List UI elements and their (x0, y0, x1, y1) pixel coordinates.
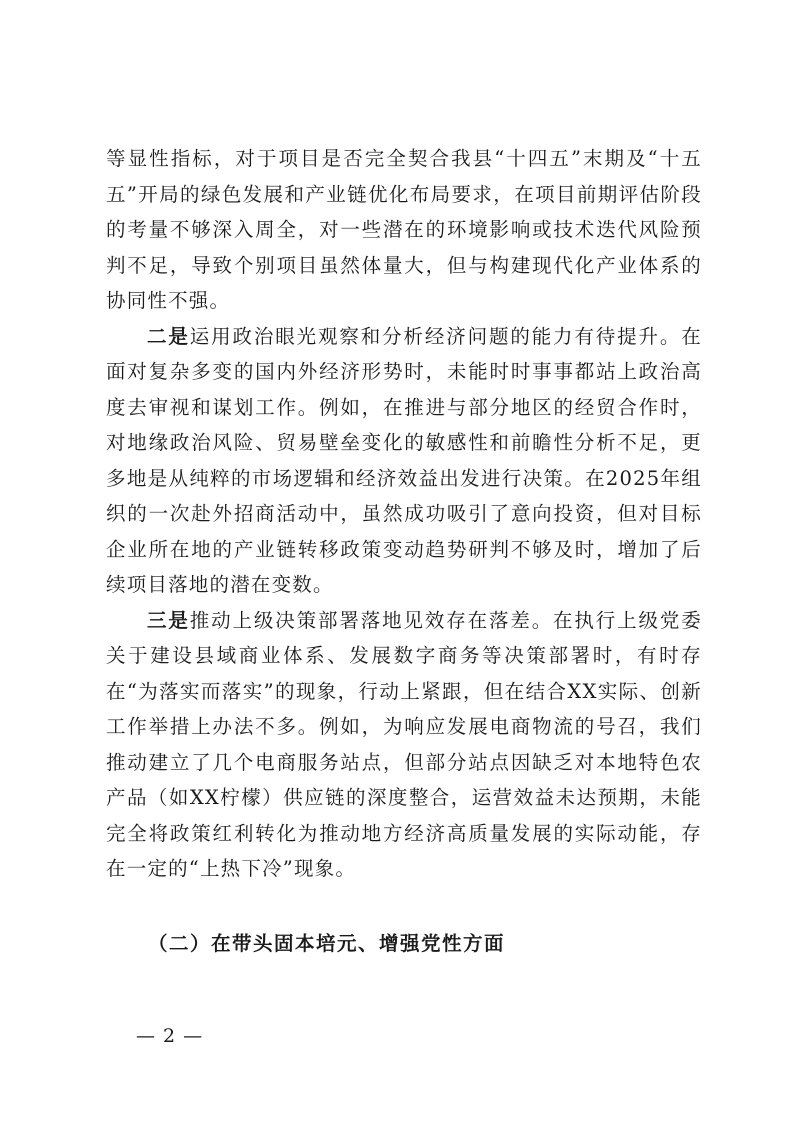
section-heading: （二）在带头固本培元、增强党性方面 (148, 932, 506, 955)
paragraph-lead: 二是 (147, 324, 190, 348)
body-text (106, 141, 702, 887)
page-number: — 2 — (136, 1025, 204, 1047)
paragraph-continued (106, 141, 702, 319)
paragraph-lead: 三是 (147, 608, 190, 632)
paragraph-third-point (106, 603, 702, 887)
paragraph-text: 运用政治眼光观察和分析经济问题的能力有待提升。在面对复杂多变的国内外经济形势时，未能时时事事都站上政治高度去审视和谋划工作。例如，在推进与部分地区的经贸合作时，对地缘政治风险、贸易壁垒变化的敏感性和前瞻性分析不足，更多地是从纯粹的市场逻辑和经济效益出发进行决策。在2025年组织的一次赴外招商活动中，虽然成功吸引了意向投资，但对目标企业所在地的产业链转移政策变动趋势研判不够及时，增加了后续项目落地的潜在变数。 (106, 324, 702, 596)
paragraph-second-point (106, 319, 702, 603)
paragraph-text: 等显性指标，对于项目是否完全契合我县“十四五”末期及“十五五”开局的绿色发展和产业链优化布局要求，在项目前期评估阶段的考量不够深入周全，对一些潜在的环境影响或技术迭代风险预判不足，导致个别项目虽然体量大，但与构建现代化产业体系的协同性不强。 (106, 147, 702, 312)
paragraph-text: 推动上级决策部署落地见效存在落差。在执行上级党委关于建设县域商业体系、发展数字商务等决策部署时，有时存在“为落实而落实”的现象，行动上紧跟，但在结合XX实际、创新工作举措上办法不多。例如，为响应发展电商物流的号召，我们推动建立了几个电商服务站点，但部分站点因缺乏对本地特色农产品（如XX柠檬）供应链的深度整合，运营效益未达预期，未能完全将政策红利转化为推动地方经济高质量发展的实际动能，存在一定的“上热下冷”现象。 (106, 608, 702, 880)
